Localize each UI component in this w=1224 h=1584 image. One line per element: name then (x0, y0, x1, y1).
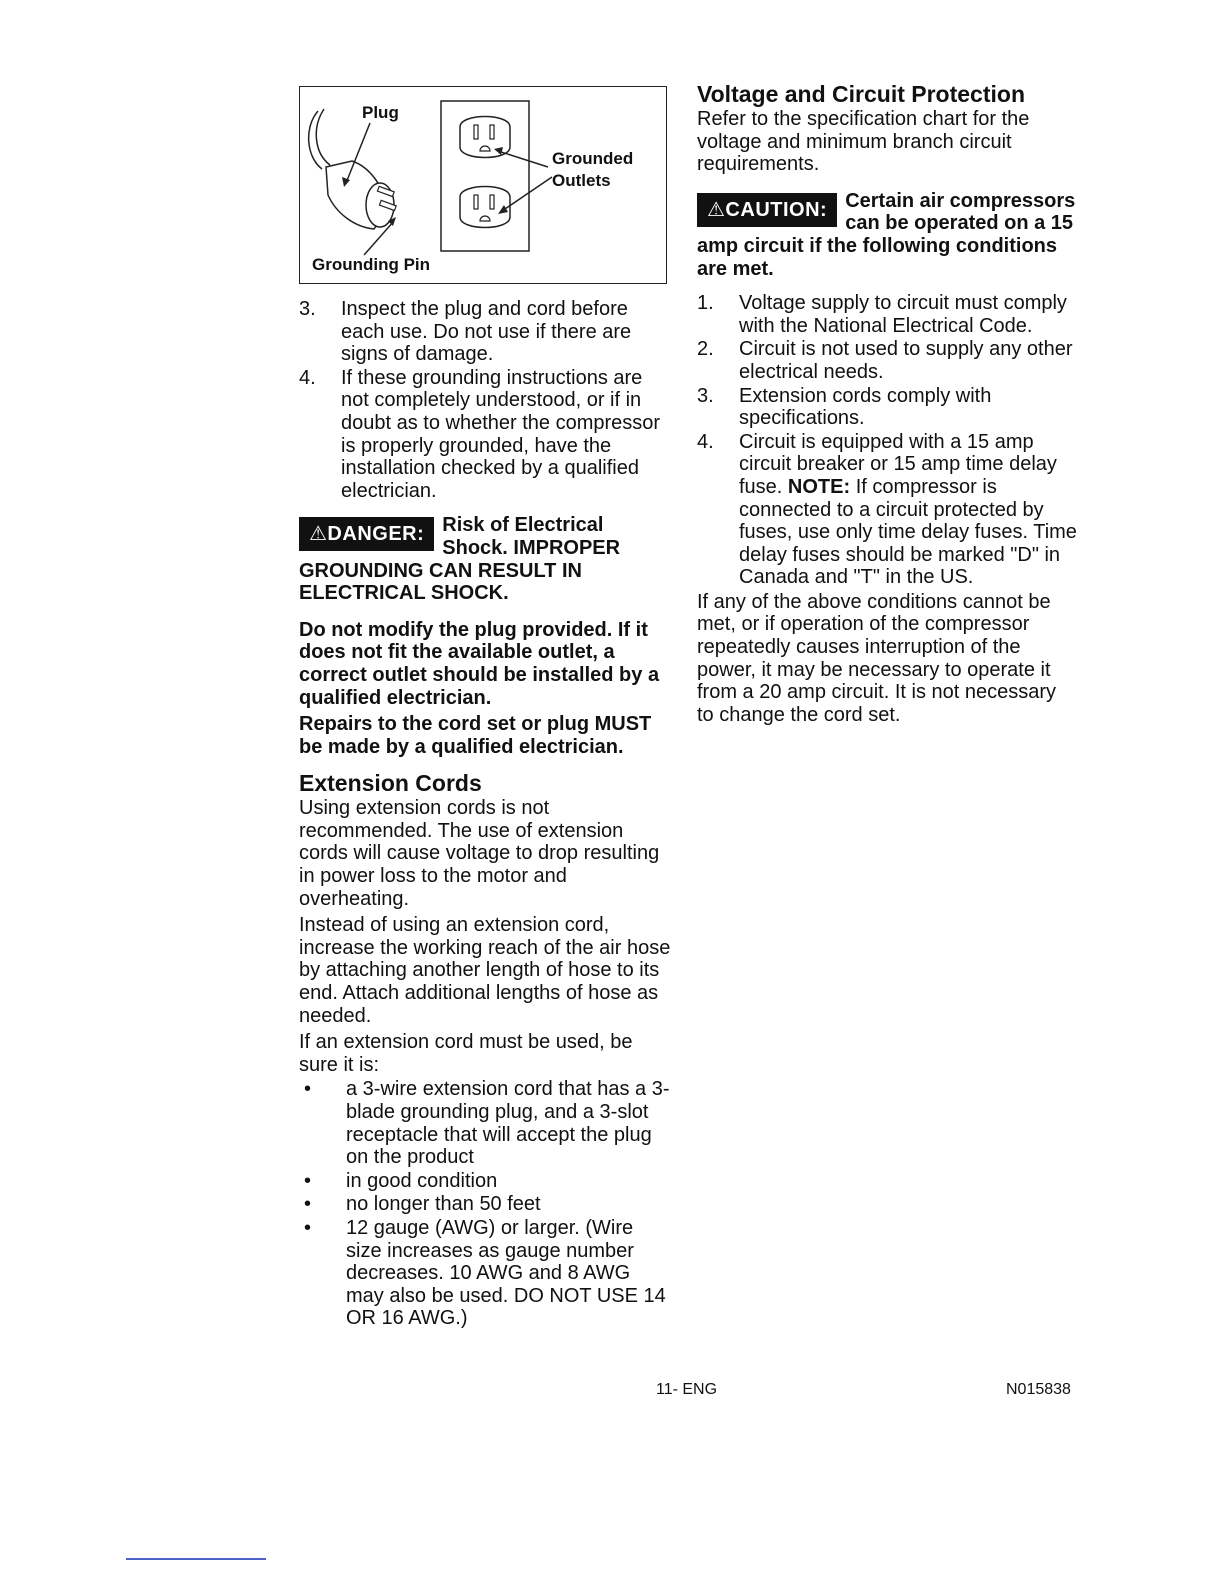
caution-badge: ⚠CAUTION: (697, 193, 837, 227)
list-item: 4. Circuit is equipped with a 15 amp circuit breaker or 15 amp time delay fuse. NOTE: If compressor is connected to a circuit protected by fuses, use only time delay fuses. Time delay fuses should be marked "D" in Canada and "T" in the US. (697, 430, 1077, 589)
list-item: • a 3-wire extension cord that has a 3-blade grounding plug, and a 3-slot receptacle that will accept the plug on the product (304, 1078, 670, 1169)
plug-label: Plug (362, 103, 399, 122)
right-column (697, 81, 1077, 726)
list-item: 4. If these grounding instructions are not completely understood, or if in doubt as to whether the compressor is properly grounded, have the installation checked by a qualified electrician. (299, 366, 661, 502)
plug-outlet-illustration (300, 87, 666, 283)
list-item: • 12 gauge (AWG) or larger. (Wire size increases as gauge number decreases. 10 AWG and 8 AWG may also be used. DO NOT USE 14 OR 16 AWG.) (304, 1216, 666, 1330)
grounded-label: Grounded (552, 149, 634, 168)
danger-text: Risk of Electrical Shock. IMPROPER GROUNDING CAN RESULT IN ELECTRICAL SHOCK. (299, 514, 621, 605)
list-item: 3. Inspect the plug and cord before each use. Do not use if there are signs of damage. (299, 298, 632, 366)
document-code: N015838 (1006, 1381, 1071, 1398)
list-item: 2. Circuit is not used to supply any other electrical needs. (697, 338, 1073, 383)
extension-cords-heading: Extension Cords (299, 770, 482, 797)
list-item: • no longer than 50 feet (304, 1193, 541, 1216)
closing-paragraph: If any of the above conditions cannot be met, or if operation of the compressor repeatedly causes interruption of the power, it may be necessary to operate it from a 20 amp circuit. It is not necessary to change the cord set. (697, 590, 1057, 726)
extension-para-3: If an extension cord must be used, be sure it is: (299, 1031, 633, 1076)
grounding-steps-list (299, 298, 671, 502)
scan-mark-line (126, 1558, 266, 1560)
extension-para-2: Instead of using an extension cord, increase the working reach of the air hose by attaching another length of hose to its end. Attach additional lengths of hose as needed. (299, 914, 671, 1027)
grounding-pin-label: Grounding Pin (312, 255, 431, 274)
list-item: 3. Extension cords comply with specifications. (697, 384, 992, 430)
extension-requirements-list (299, 1078, 671, 1330)
caution-warning (697, 190, 1077, 280)
voltage-heading: Voltage and Circuit Protection (697, 81, 1025, 107)
note-label: NOTE: (787, 475, 851, 498)
voltage-intro: Refer to the specification chart for the voltage and minimum branch circuit requirements. (697, 108, 1030, 176)
outlets-label: Outlets (552, 171, 611, 190)
danger-badge: ⚠DANGER: (299, 517, 434, 551)
grounding-figure (299, 86, 667, 284)
caution-text: Certain air compressors can be operated on a 15 amp circuit if the following conditions are met. (697, 189, 1076, 280)
modify-plug-warning: Do not modify the plug provided. If it does not fit the available outlet, a correct outlet should be installed by a qualified electrician. (299, 618, 660, 709)
left-column (299, 86, 671, 1331)
danger-warning (299, 514, 671, 604)
list-item: • in good condition (304, 1169, 498, 1192)
extension-para-1: Using extension cords is not recommended. The use of extension cords will cause voltage to drop resulting in power loss to the motor and overheating. (299, 797, 660, 910)
list-item: 1. Voltage supply to circuit must comply with the National Electrical Code. (697, 292, 1067, 337)
page-number: 11- ENG (656, 1381, 718, 1398)
repairs-warning: Repairs to the cord set or plug MUST be made by a qualified electrician. (299, 713, 652, 758)
circuit-conditions-list (697, 292, 1077, 589)
